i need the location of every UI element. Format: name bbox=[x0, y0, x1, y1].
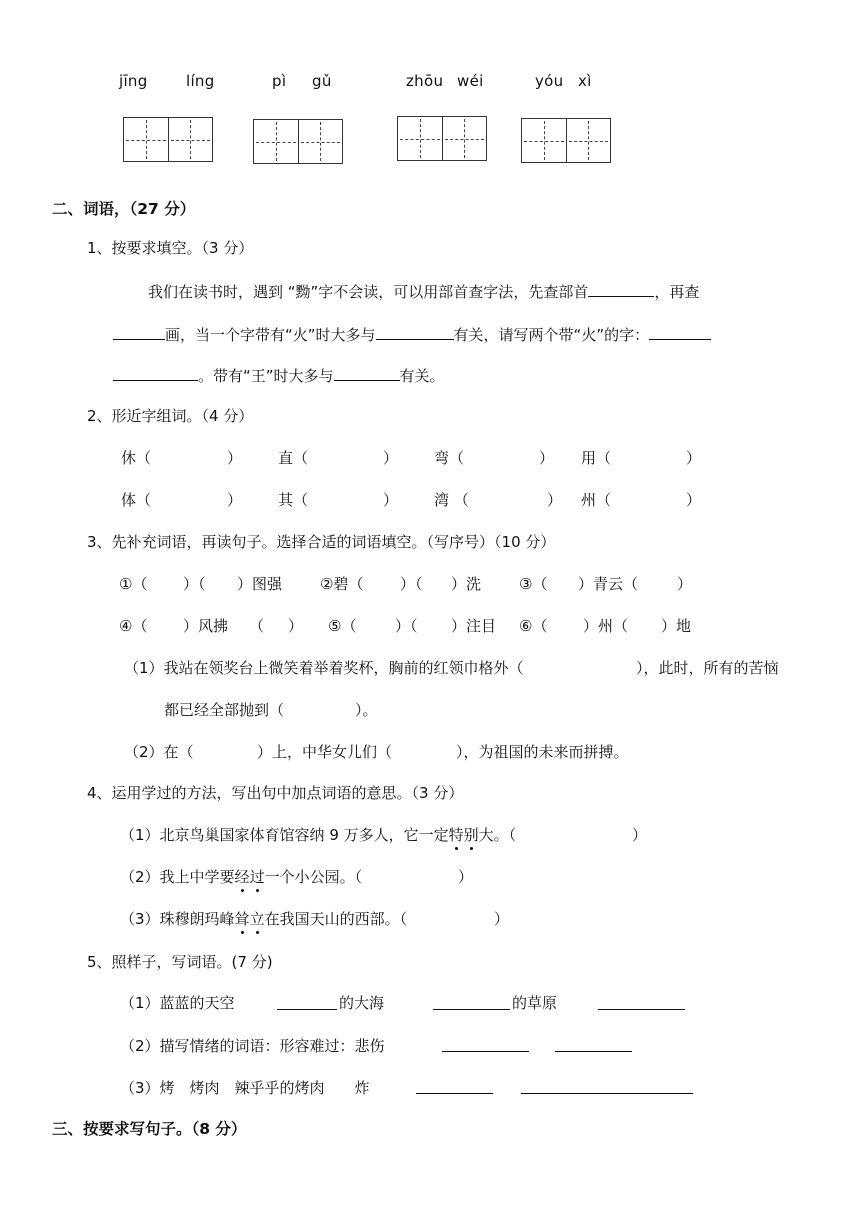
q3-item: ） bbox=[677, 575, 693, 593]
q2-item: 州（ bbox=[581, 491, 612, 509]
q3-item: ）洗 bbox=[451, 575, 482, 593]
q3-sentence-1a: （1）我站在领奖台上微笑着举着奖杯，胸前的红领巾格外（ bbox=[124, 659, 524, 677]
writing-grid-4[interactable] bbox=[521, 118, 611, 163]
q1-line2 bbox=[113, 324, 711, 345]
dotted-char: 经 bbox=[234, 868, 250, 886]
writing-grid-2[interactable] bbox=[253, 119, 343, 164]
dotted-char: 过 bbox=[249, 868, 265, 886]
q1-line3 bbox=[113, 365, 445, 386]
q2-item: ） bbox=[227, 491, 243, 509]
q3-sentence-2c: ），为祖国的未来而拼搏。 bbox=[456, 743, 629, 761]
q5-line2a: （2）描写情绪的词语：形容难过：悲伤 bbox=[120, 1037, 385, 1055]
q3-item: ⑥（ bbox=[519, 617, 548, 635]
answer-blank[interactable] bbox=[113, 379, 198, 381]
writing-grid-1[interactable] bbox=[123, 117, 213, 162]
q1-text: 。带有“王”时大多与 bbox=[198, 367, 334, 385]
q2-item: 休（ bbox=[121, 449, 152, 467]
q3-sentence-1b: ），此时，所有的苦恼 bbox=[636, 659, 779, 677]
pinyin-gu: gǔ bbox=[312, 72, 332, 90]
q3-item: ）州（ bbox=[583, 617, 629, 635]
grid-cell[interactable] bbox=[168, 118, 213, 161]
q3-item: ）青云（ bbox=[578, 575, 639, 593]
q3-sentence-2b: ）上，中华女儿们（ bbox=[257, 743, 393, 761]
grid-cell[interactable] bbox=[124, 118, 168, 161]
q4-text: （1）北京鸟巢国家体育馆容纳 9 万多人，它一定 bbox=[120, 826, 449, 844]
pinyin-zhou: zhōu bbox=[406, 72, 444, 90]
q2-item: 其（ bbox=[278, 491, 309, 509]
q5-line1c: 的草原 bbox=[512, 994, 558, 1012]
answer-blank[interactable] bbox=[588, 295, 654, 297]
q3-item: ）地 bbox=[661, 617, 692, 635]
q2-item: ） bbox=[686, 449, 702, 467]
q1-title: 1、按要求填空。（3 分） bbox=[87, 239, 254, 257]
q4-text: 一个小公园。（ bbox=[264, 868, 363, 886]
q4-text: 大。（ bbox=[478, 826, 517, 844]
answer-blank[interactable] bbox=[442, 1051, 529, 1052]
q3-item: ）注目 bbox=[451, 617, 497, 635]
q3-item: ）（ bbox=[395, 617, 418, 635]
grid-cell[interactable] bbox=[298, 120, 343, 163]
section-3-title: 三、按要求写句子。（8 分） bbox=[52, 1120, 247, 1138]
grid-cell[interactable] bbox=[522, 119, 566, 162]
q4-text: （3）珠穆朗玛峰 bbox=[120, 910, 235, 928]
q3-item: ）图强 bbox=[237, 575, 283, 593]
dotted-char: 耸 bbox=[234, 910, 250, 928]
q2-title: 2、形近字组词。（4 分） bbox=[87, 407, 254, 425]
answer-blank[interactable] bbox=[334, 379, 400, 381]
q2-item: ） bbox=[227, 449, 243, 467]
q1-text: 画，当一个字带有“火”时大多与 bbox=[165, 326, 376, 344]
q1-text: 有关，请写两个带“火”的字： bbox=[453, 326, 650, 344]
q4-close: ） bbox=[494, 910, 510, 928]
grid-cell[interactable] bbox=[566, 119, 611, 162]
q3-item: ）（ bbox=[400, 575, 423, 593]
q1-line1 bbox=[148, 281, 699, 302]
section-2-title: 二、词语，（27 分） bbox=[52, 200, 196, 218]
q1-text: ，再查 bbox=[654, 283, 700, 301]
q4-line2 bbox=[120, 866, 362, 887]
q4-text: 在我国天山的西部。（ bbox=[264, 910, 408, 928]
pinyin-xi: xì bbox=[578, 72, 592, 90]
q2-item: ） bbox=[383, 491, 399, 509]
pinyin-wei: wéi bbox=[457, 72, 484, 90]
q5-line3a: （3）烤 烤肉 辣乎乎的烤肉 炸 bbox=[120, 1079, 370, 1097]
q2-item: 直（ bbox=[278, 449, 309, 467]
dotted-char: 别 bbox=[463, 826, 479, 844]
answer-blank[interactable] bbox=[598, 1009, 685, 1010]
q3-item: （ bbox=[249, 617, 265, 635]
answer-blank[interactable] bbox=[277, 1009, 337, 1010]
answer-blank[interactable] bbox=[113, 338, 165, 340]
answer-blank[interactable] bbox=[416, 1093, 493, 1094]
q5-line1a: （1）蓝蓝的天空 bbox=[120, 994, 235, 1012]
q2-item: ） bbox=[539, 449, 555, 467]
grid-cell[interactable] bbox=[442, 117, 487, 160]
dotted-char: 特 bbox=[448, 826, 464, 844]
q3-item: ②碧（ bbox=[320, 575, 364, 593]
q3-item: ）（ bbox=[183, 575, 206, 593]
q2-item: 弯（ bbox=[434, 449, 465, 467]
grid-cell[interactable] bbox=[254, 120, 298, 163]
q4-line1 bbox=[120, 824, 516, 845]
q3-item: ⑤（ bbox=[328, 617, 357, 635]
q5-line1b: 的大海 bbox=[339, 994, 385, 1012]
answer-blank[interactable] bbox=[376, 338, 454, 340]
q2-item: 体（ bbox=[121, 491, 152, 509]
q3-item: ）风拂 bbox=[183, 617, 229, 635]
q2-item: 用（ bbox=[581, 449, 612, 467]
q1-text: 有关。 bbox=[399, 367, 445, 385]
q3-item: ） bbox=[288, 617, 304, 635]
q4-title: 4、运用学过的方法，写出句中加点词语的意思。（3 分） bbox=[87, 784, 464, 802]
q3-sentence-2a: （2）在（ bbox=[124, 743, 194, 761]
q3-item: ③（ bbox=[519, 575, 548, 593]
q2-item: ） bbox=[686, 491, 702, 509]
answer-blank[interactable] bbox=[521, 1093, 693, 1094]
answer-blank[interactable] bbox=[649, 338, 711, 340]
q2-item: ） bbox=[547, 491, 563, 509]
pinyin-you: yóu bbox=[535, 72, 564, 90]
q4-close: ） bbox=[632, 826, 648, 844]
grid-cell[interactable] bbox=[398, 117, 442, 160]
pinyin-jing: jīng bbox=[119, 72, 148, 90]
writing-grid-3[interactable] bbox=[397, 116, 487, 161]
q3-sentence-1c: 都已经全部抛到（ bbox=[164, 701, 285, 719]
q2-item: ） bbox=[383, 449, 399, 467]
q5-title: 5、照样子，写词语。(7 分) bbox=[87, 953, 273, 971]
q2-item: 湾 （ bbox=[434, 491, 469, 509]
q3-item: ④（ bbox=[119, 617, 148, 635]
pinyin-pi: pì bbox=[272, 72, 287, 90]
q4-close: ） bbox=[458, 868, 474, 886]
dotted-char: 立 bbox=[249, 910, 265, 928]
pinyin-ling: líng bbox=[186, 72, 215, 90]
q1-text: 我们在读书时，遇到 “黝”字不会读，可以用部首查字法，先查部首 bbox=[148, 283, 589, 301]
q3-item: ①（ bbox=[119, 575, 148, 593]
answer-blank[interactable] bbox=[433, 1009, 510, 1010]
q4-line3 bbox=[120, 908, 407, 929]
q3-title: 3、先补充词语，再读句子。选择合适的词语填空。（写序号）（10 分） bbox=[87, 533, 556, 551]
q3-sentence-1d: ）。 bbox=[355, 701, 378, 719]
answer-blank[interactable] bbox=[555, 1051, 632, 1052]
q4-text: （2）我上中学要 bbox=[120, 868, 235, 886]
